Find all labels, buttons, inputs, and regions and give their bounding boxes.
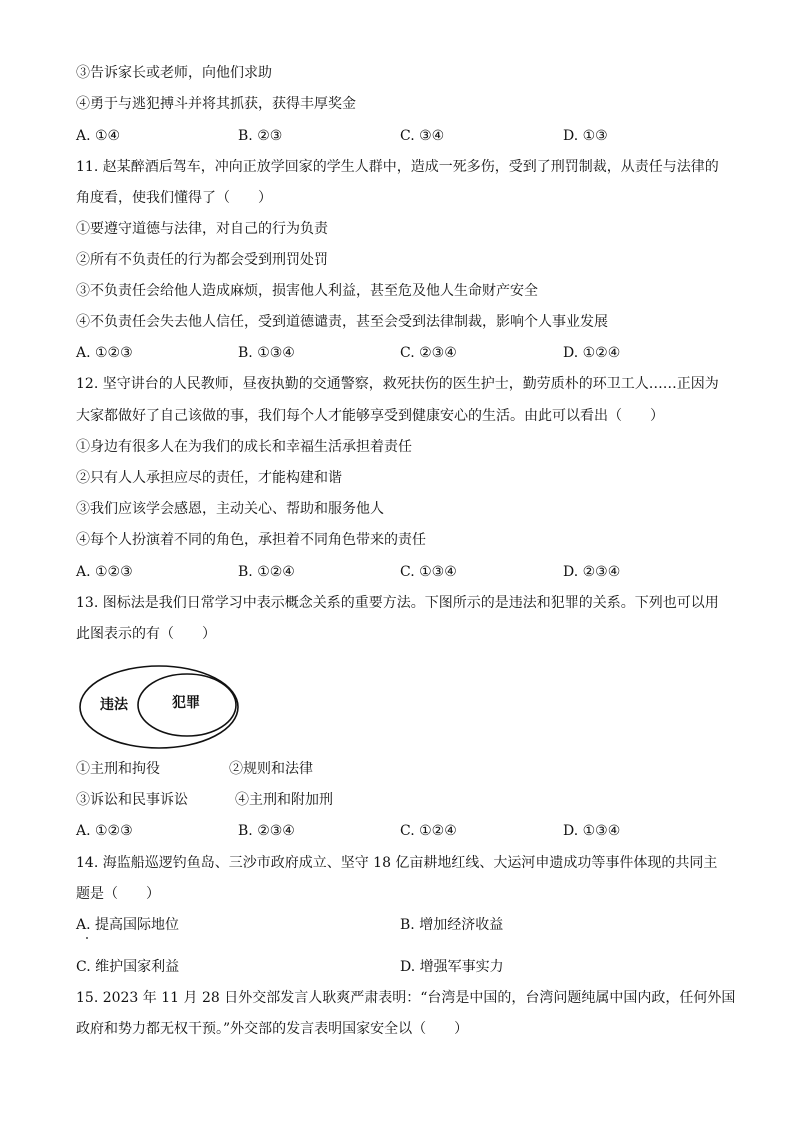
q13-options	[76, 821, 736, 841]
option-b: B. ②③	[238, 128, 283, 144]
q12-stem-line-2: 大家都做好了自己该做的事，我们每个人才能够享受到健康安心的生活。由此可以看出（ ）	[76, 408, 664, 424]
q13-item-2: ②规则和法律	[229, 761, 313, 777]
prev-item-3: ③告诉家长或老师，向他们求助	[76, 65, 272, 81]
option-c: C. ②③④	[400, 345, 457, 361]
prev-item-4: ④勇于与逃犯搏斗并将其抓获，获得丰厚奖金	[76, 96, 356, 112]
outer-label: 违法	[100, 697, 128, 713]
q12-item-4: ④每个人扮演着不同的角色，承担着不同角色带来的责任	[76, 532, 426, 548]
q11-item-2: ②所有不负责任的行为都会受到刑罚处罚	[76, 252, 328, 268]
option-c: C. ①③④	[400, 564, 457, 580]
q11-item-3: ③不负责任会给他人造成麻烦，损害他人利益，甚至危及他人生命财产安全	[76, 283, 538, 299]
prev-options	[76, 126, 736, 146]
q11-stem-line-1: 11. 赵某醉酒后驾车，冲向正放学回家的学生人群中，造成一死多伤，受到了刑罚制裁，从责任与法律的	[76, 159, 719, 175]
option-a: A. ①②③	[76, 345, 133, 361]
q13-items-row-2	[76, 790, 736, 810]
q13-stem-line-2: 此图表示的有（ ）	[76, 626, 216, 642]
option-d: D. ②③④	[563, 564, 621, 580]
q14-stem-line-2: 题是（ ）	[76, 886, 160, 902]
q14-options-row-2	[76, 957, 736, 977]
q11-stem-line-2: 角度看，使我们懂得了（ ）	[76, 190, 272, 206]
option-c: C. ①②④	[400, 823, 457, 839]
q13-item-4: ④主刑和附加刑	[235, 792, 333, 808]
inner-label: 犯罪	[172, 695, 200, 711]
q15-stem-line-2: 政府和势力都无权干预。”外交部的发言表明国家安全以（ ）	[76, 1021, 469, 1037]
q13-stem-line-1: 13. 图标法是我们日常学习中表示概念关系的重要方法。下图所示的是违法和犯罪的关系。下列也可以用	[76, 595, 719, 611]
option-a: A. ①④	[76, 128, 121, 144]
q13-items-row-1	[76, 759, 736, 779]
q11-options	[76, 343, 736, 363]
option-a: A. ①②③	[76, 823, 133, 839]
q11-item-4: ④不负责任会失去他人信任，受到道德谴责，甚至会受到法律制裁，影响个人事业发展	[76, 314, 608, 330]
option-d: D. ①③	[563, 128, 608, 144]
option-b: B. ①②④	[238, 564, 295, 580]
q14-stem-line-1: 14. 海监船巡逻钓鱼岛、三沙市政府成立、坚守 18 亿亩耕地红线、大运河申遗成功等事件体现的共同主	[76, 855, 718, 871]
venn-diagram	[78, 664, 240, 750]
stray-mark	[86, 937, 88, 939]
option-b: B. 增加经济收益	[400, 917, 504, 933]
q11-item-1: ①要遵守道德与法律，对自己的行为负责	[76, 221, 328, 237]
q15-stem-line-1: 15. 2023 年 11 月 28 日外交部发言人耿爽严肃表明：“台湾是中国的，台湾问题纯属中国内政，任何外国	[76, 990, 736, 1006]
option-d: D. 增强军事实力	[400, 959, 504, 975]
option-d: D. ①②④	[563, 345, 621, 361]
q12-item-2: ②只有人人承担应尽的责任，才能构建和谐	[76, 470, 342, 486]
q13-item-3: ③诉讼和民事诉讼	[76, 792, 188, 808]
q12-item-3: ③我们应该学会感恩，主动关心、帮助和服务他人	[76, 501, 384, 517]
q13-item-1: ①主刑和拘役	[76, 761, 160, 777]
option-a: A. ①②③	[76, 564, 133, 580]
option-d: D. ①③④	[563, 823, 621, 839]
option-b: B. ②③④	[238, 823, 295, 839]
q12-stem-line-1: 12. 坚守讲台的人民教师，昼夜执勤的交通警察，救死扶伤的医生护士，勤劳质朴的环卫工人……正因为	[76, 376, 719, 392]
option-c: C. ③④	[400, 128, 445, 144]
option-c: C. 维护国家利益	[76, 959, 180, 975]
option-a: A. 提高国际地位	[76, 917, 180, 933]
option-b: B. ①③④	[238, 345, 295, 361]
q12-item-1: ①身边有很多人在为我们的成长和幸福生活承担着责任	[76, 439, 412, 455]
q14-options-row-1	[76, 915, 736, 935]
q12-options	[76, 562, 736, 582]
